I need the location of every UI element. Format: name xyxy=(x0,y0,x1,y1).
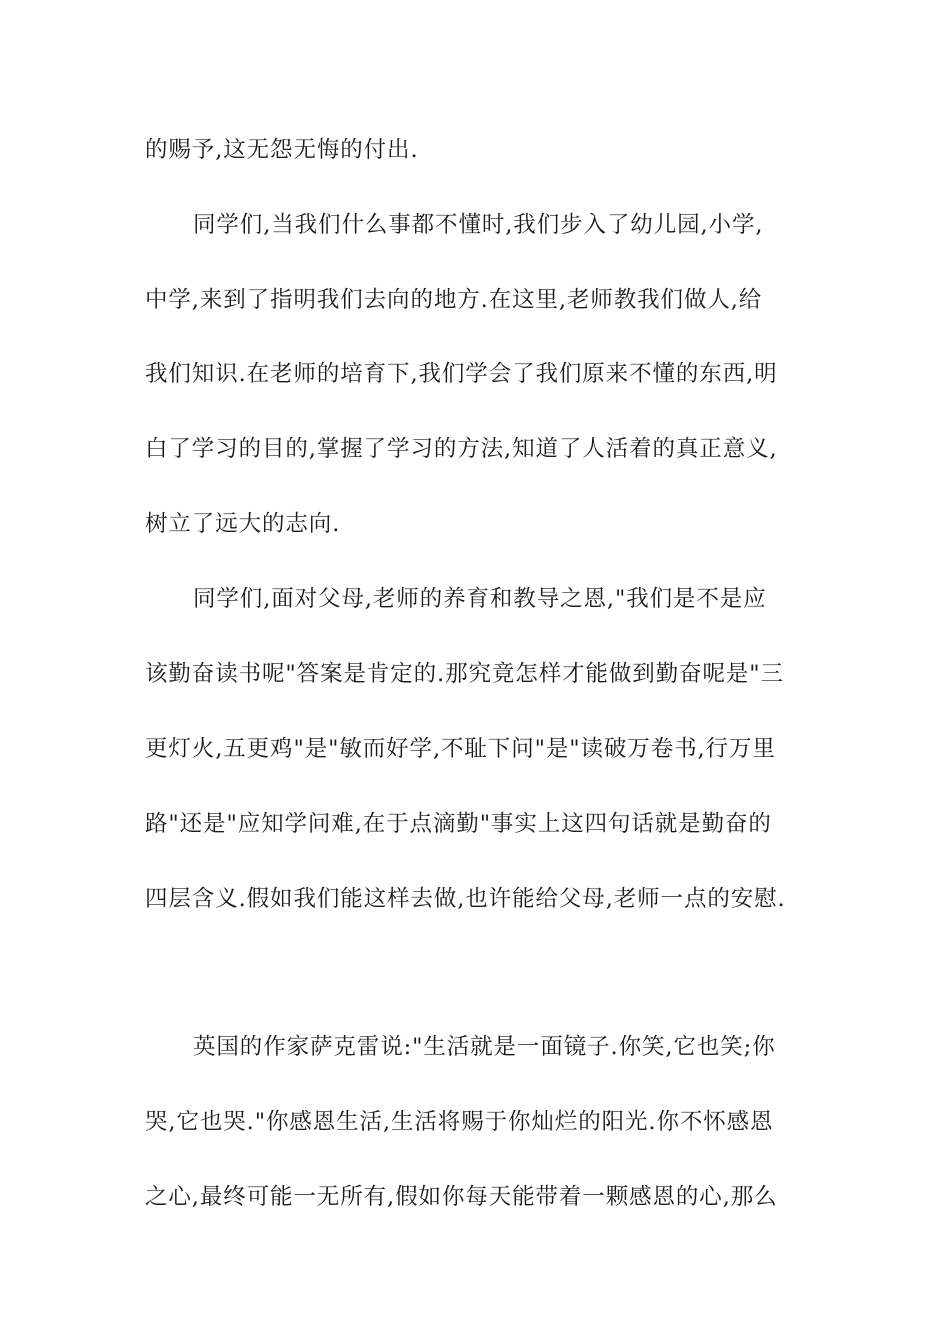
text-line: 同学们,当我们什么事都不懂时,我们步入了幼儿园,小学, xyxy=(193,212,764,238)
text-line: 的赐予,这无怨无悔的付出. xyxy=(145,137,419,163)
text-line: 树立了远大的志向. xyxy=(145,511,341,537)
text-line: 白了学习的目的,掌握了学习的方法,知道了人活着的真正意义, xyxy=(145,436,778,462)
text-line: 路"还是"应知学问难,在于点滴勤"事实上这四句话就是勤奋的 xyxy=(145,811,772,837)
text-line: 四层含义.假如我们能这样去做,也许能给父母,老师一点的安慰. xyxy=(145,886,786,912)
text-line: 之心,最终可能一无所有,假如你每天能带着一颗感恩的心,那么 xyxy=(145,1184,778,1210)
text-line: 该勤奋读书呢"答案是肯定的.那究竟怎样才能做到勤奋呢是"三 xyxy=(145,661,784,687)
text-line: 中学,来到了指明我们去向的地方.在这里,老师教我们做人,给 xyxy=(145,287,763,313)
text-line: 更灯火,五更鸡"是"敏而好学,不耻下问"是"读破万卷书,行万里 xyxy=(145,736,776,762)
text-line: 同学们,面对父母,老师的养育和教导之恩,"我们是不是应 xyxy=(193,586,767,612)
text-line: 哭,它也哭."你感恩生活,生活将赐于你灿烂的阳光.你不怀感恩 xyxy=(145,1109,774,1135)
text-line: 英国的作家萨克雷说:"生活就是一面镜子.你笑,它也笑;你 xyxy=(193,1034,776,1060)
text-line: 我们知识.在老师的培育下,我们学会了我们原来不懂的东西,明 xyxy=(145,361,778,387)
